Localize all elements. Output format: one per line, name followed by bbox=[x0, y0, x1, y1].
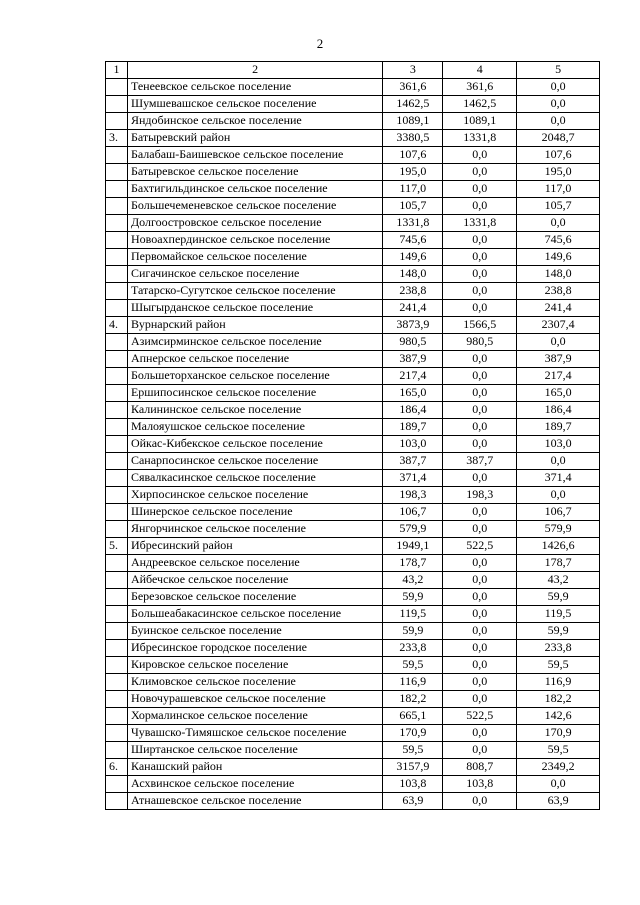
row-value-col4: 103,8 bbox=[443, 776, 517, 793]
row-value-col3: 116,9 bbox=[383, 674, 443, 691]
row-value-col3: 3157,9 bbox=[383, 759, 443, 776]
table-row bbox=[106, 419, 600, 436]
row-value-col5: 116,9 bbox=[517, 674, 600, 691]
table-row bbox=[106, 402, 600, 419]
row-index-cell bbox=[106, 419, 128, 436]
row-value-col5: 2048,7 bbox=[517, 130, 600, 147]
row-name-cell: Буинское сельское поселение bbox=[127, 623, 382, 640]
row-value-col3: 195,0 bbox=[383, 164, 443, 181]
row-value-col4: 0,0 bbox=[443, 691, 517, 708]
row-value-col3: 980,5 bbox=[383, 334, 443, 351]
row-index-cell bbox=[106, 215, 128, 232]
row-value-col5: 241,4 bbox=[517, 300, 600, 317]
row-index-cell bbox=[106, 351, 128, 368]
row-value-col3: 238,8 bbox=[383, 283, 443, 300]
row-value-col5: 142,6 bbox=[517, 708, 600, 725]
row-value-col5: 2349,2 bbox=[517, 759, 600, 776]
row-value-col4: 1089,1 bbox=[443, 113, 517, 130]
row-value-col3: 59,9 bbox=[383, 589, 443, 606]
row-index-cell bbox=[106, 640, 128, 657]
header-cell: 3 bbox=[383, 62, 443, 79]
row-value-col5: 59,5 bbox=[517, 657, 600, 674]
row-index-cell bbox=[106, 249, 128, 266]
table-row bbox=[106, 538, 600, 555]
row-name-cell: Большеторханское сельское поселение bbox=[127, 368, 382, 385]
row-name-cell: Канашский район bbox=[127, 759, 382, 776]
row-index-cell bbox=[106, 623, 128, 640]
row-value-col4: 198,3 bbox=[443, 487, 517, 504]
row-value-col5: 170,9 bbox=[517, 725, 600, 742]
row-index-cell bbox=[106, 147, 128, 164]
row-value-col5: 195,0 bbox=[517, 164, 600, 181]
row-value-col3: 165,0 bbox=[383, 385, 443, 402]
row-index-cell bbox=[106, 470, 128, 487]
table-row bbox=[106, 300, 600, 317]
row-value-col4: 0,0 bbox=[443, 470, 517, 487]
table-row bbox=[106, 283, 600, 300]
row-value-col3: 1331,8 bbox=[383, 215, 443, 232]
row-index-cell bbox=[106, 368, 128, 385]
row-value-col3: 59,9 bbox=[383, 623, 443, 640]
row-value-col5: 1426,6 bbox=[517, 538, 600, 555]
row-value-col5: 107,6 bbox=[517, 147, 600, 164]
row-value-col4: 0,0 bbox=[443, 793, 517, 810]
row-name-cell: Хормалинское сельское поселение bbox=[127, 708, 382, 725]
row-value-col5: 165,0 bbox=[517, 385, 600, 402]
row-index-cell: 4. bbox=[106, 317, 128, 334]
row-value-col4: 0,0 bbox=[443, 300, 517, 317]
row-value-col4: 0,0 bbox=[443, 589, 517, 606]
row-value-col4: 361,6 bbox=[443, 79, 517, 96]
table-row bbox=[106, 198, 600, 215]
row-value-col5: 233,8 bbox=[517, 640, 600, 657]
row-name-cell: Новочурашевское сельское поселение bbox=[127, 691, 382, 708]
row-index-cell bbox=[106, 96, 128, 113]
table-row bbox=[106, 215, 600, 232]
row-value-col3: 198,3 bbox=[383, 487, 443, 504]
row-value-col4: 0,0 bbox=[443, 232, 517, 249]
row-value-col4: 0,0 bbox=[443, 640, 517, 657]
table-row bbox=[106, 249, 600, 266]
row-value-col3: 105,7 bbox=[383, 198, 443, 215]
row-value-col5: 371,4 bbox=[517, 470, 600, 487]
row-value-col3: 117,0 bbox=[383, 181, 443, 198]
row-index-cell bbox=[106, 402, 128, 419]
table-row bbox=[106, 776, 600, 793]
row-name-cell: Малояушское сельское поселение bbox=[127, 419, 382, 436]
row-value-col3: 106,7 bbox=[383, 504, 443, 521]
row-index-cell bbox=[106, 691, 128, 708]
row-value-col3: 1462,5 bbox=[383, 96, 443, 113]
row-value-col5: 43,2 bbox=[517, 572, 600, 589]
row-value-col5: 0,0 bbox=[517, 776, 600, 793]
row-value-col3: 371,4 bbox=[383, 470, 443, 487]
row-name-cell: Балабаш-Баишевское сельское поселение bbox=[127, 147, 382, 164]
row-index-cell bbox=[106, 164, 128, 181]
row-value-col3: 745,6 bbox=[383, 232, 443, 249]
row-index-cell bbox=[106, 572, 128, 589]
row-value-col5: 182,2 bbox=[517, 691, 600, 708]
row-name-cell: Шинерское сельское поселение bbox=[127, 504, 382, 521]
row-value-col3: 59,5 bbox=[383, 657, 443, 674]
row-name-cell: Ойкас-Кибекское сельское поселение bbox=[127, 436, 382, 453]
row-index-cell bbox=[106, 742, 128, 759]
row-index-cell: 5. bbox=[106, 538, 128, 555]
row-value-col4: 0,0 bbox=[443, 164, 517, 181]
row-value-col3: 665,1 bbox=[383, 708, 443, 725]
table-row bbox=[106, 725, 600, 742]
row-name-cell: Березовское сельское поселение bbox=[127, 589, 382, 606]
row-index-cell bbox=[106, 725, 128, 742]
row-name-cell: Атнашевское сельское поселение bbox=[127, 793, 382, 810]
row-value-col4: 0,0 bbox=[443, 521, 517, 538]
row-value-col4: 808,7 bbox=[443, 759, 517, 776]
row-value-col5: 59,9 bbox=[517, 589, 600, 606]
row-index-cell bbox=[106, 504, 128, 521]
row-value-col5: 178,7 bbox=[517, 555, 600, 572]
table-row bbox=[106, 130, 600, 147]
row-value-col4: 0,0 bbox=[443, 436, 517, 453]
row-value-col3: 170,9 bbox=[383, 725, 443, 742]
row-value-col3: 63,9 bbox=[383, 793, 443, 810]
row-index-cell bbox=[106, 79, 128, 96]
table-row bbox=[106, 368, 600, 385]
row-name-cell: Кировское сельское поселение bbox=[127, 657, 382, 674]
row-name-cell: Первомайское сельское поселение bbox=[127, 249, 382, 266]
table-row bbox=[106, 232, 600, 249]
row-index-cell bbox=[106, 385, 128, 402]
row-name-cell: Апнерское сельское поселение bbox=[127, 351, 382, 368]
budget-table bbox=[105, 61, 600, 810]
row-value-col4: 0,0 bbox=[443, 283, 517, 300]
row-value-col5: 63,9 bbox=[517, 793, 600, 810]
row-index-cell bbox=[106, 657, 128, 674]
row-index-cell bbox=[106, 266, 128, 283]
table-header-row bbox=[106, 62, 600, 79]
row-value-col3: 3380,5 bbox=[383, 130, 443, 147]
table-row bbox=[106, 674, 600, 691]
row-value-col5: 2307,4 bbox=[517, 317, 600, 334]
row-value-col5: 117,0 bbox=[517, 181, 600, 198]
row-value-col5: 238,8 bbox=[517, 283, 600, 300]
row-value-col5: 186,4 bbox=[517, 402, 600, 419]
row-value-col4: 0,0 bbox=[443, 249, 517, 266]
table-row bbox=[106, 436, 600, 453]
table-row bbox=[106, 351, 600, 368]
row-index-cell bbox=[106, 521, 128, 538]
row-value-col5: 148,0 bbox=[517, 266, 600, 283]
row-index-cell: 6. bbox=[106, 759, 128, 776]
row-value-col5: 0,0 bbox=[517, 334, 600, 351]
row-value-col5: 0,0 bbox=[517, 487, 600, 504]
row-value-col4: 980,5 bbox=[443, 334, 517, 351]
row-value-col3: 182,2 bbox=[383, 691, 443, 708]
header-cell: 2 bbox=[127, 62, 382, 79]
row-name-cell: Чувашско-Тимяшское сельское поселение bbox=[127, 725, 382, 742]
row-value-col5: 106,7 bbox=[517, 504, 600, 521]
table-row bbox=[106, 555, 600, 572]
row-index-cell bbox=[106, 674, 128, 691]
row-name-cell: Ширтанское сельское поселение bbox=[127, 742, 382, 759]
table-row bbox=[106, 113, 600, 130]
row-name-cell: Андреевское сельское поселение bbox=[127, 555, 382, 572]
row-name-cell: Сигачинское сельское поселение bbox=[127, 266, 382, 283]
row-index-cell bbox=[106, 334, 128, 351]
row-value-col4: 0,0 bbox=[443, 572, 517, 589]
row-value-col4: 1331,8 bbox=[443, 215, 517, 232]
table-row bbox=[106, 453, 600, 470]
table-row bbox=[106, 657, 600, 674]
row-value-col3: 387,7 bbox=[383, 453, 443, 470]
row-value-col5: 0,0 bbox=[517, 215, 600, 232]
table-row bbox=[106, 317, 600, 334]
row-value-col3: 241,4 bbox=[383, 300, 443, 317]
table-row bbox=[106, 147, 600, 164]
row-value-col4: 522,5 bbox=[443, 708, 517, 725]
row-value-col4: 1462,5 bbox=[443, 96, 517, 113]
row-value-col5: 0,0 bbox=[517, 79, 600, 96]
row-name-cell: Вурнарский район bbox=[127, 317, 382, 334]
table-row bbox=[106, 623, 600, 640]
row-index-cell bbox=[106, 436, 128, 453]
row-value-col5: 149,6 bbox=[517, 249, 600, 266]
row-value-col5: 103,0 bbox=[517, 436, 600, 453]
row-value-col5: 745,6 bbox=[517, 232, 600, 249]
row-value-col4: 0,0 bbox=[443, 674, 517, 691]
row-value-col5: 579,9 bbox=[517, 521, 600, 538]
row-index-cell bbox=[106, 181, 128, 198]
table-row bbox=[106, 640, 600, 657]
table-row bbox=[106, 589, 600, 606]
table-row bbox=[106, 164, 600, 181]
row-name-cell: Ибресинское городское поселение bbox=[127, 640, 382, 657]
row-value-col3: 217,4 bbox=[383, 368, 443, 385]
row-value-col4: 0,0 bbox=[443, 606, 517, 623]
row-value-col3: 361,6 bbox=[383, 79, 443, 96]
table-row bbox=[106, 606, 600, 623]
row-name-cell: Азимсирминское сельское поселение bbox=[127, 334, 382, 351]
row-value-col5: 59,5 bbox=[517, 742, 600, 759]
row-name-cell: Большеабакасинское сельское поселение bbox=[127, 606, 382, 623]
table-row bbox=[106, 691, 600, 708]
table-row bbox=[106, 793, 600, 810]
row-value-col5: 189,7 bbox=[517, 419, 600, 436]
row-value-col5: 0,0 bbox=[517, 113, 600, 130]
row-value-col5: 119,5 bbox=[517, 606, 600, 623]
header-cell: 5 bbox=[517, 62, 600, 79]
row-name-cell: Калининское сельское поселение bbox=[127, 402, 382, 419]
row-index-cell bbox=[106, 708, 128, 725]
header-cell: 1 bbox=[106, 62, 128, 79]
row-value-col4: 0,0 bbox=[443, 266, 517, 283]
row-value-col3: 178,7 bbox=[383, 555, 443, 572]
row-name-cell: Асхвинское сельское поселение bbox=[127, 776, 382, 793]
row-name-cell: Татарско-Сугутское сельское поселение bbox=[127, 283, 382, 300]
row-name-cell: Хирпосинское сельское поселение bbox=[127, 487, 382, 504]
row-index-cell bbox=[106, 555, 128, 572]
table-row bbox=[106, 521, 600, 538]
row-name-cell: Яндобинское сельское поселение bbox=[127, 113, 382, 130]
row-value-col4: 0,0 bbox=[443, 419, 517, 436]
row-name-cell: Сявалкасинское сельское поселение bbox=[127, 470, 382, 487]
row-index-cell bbox=[106, 776, 128, 793]
table-row bbox=[106, 385, 600, 402]
row-value-col3: 59,5 bbox=[383, 742, 443, 759]
row-name-cell: Янгорчинское сельское поселение bbox=[127, 521, 382, 538]
table-row bbox=[106, 79, 600, 96]
row-value-col3: 149,6 bbox=[383, 249, 443, 266]
row-value-col3: 189,7 bbox=[383, 419, 443, 436]
row-index-cell bbox=[106, 198, 128, 215]
row-index-cell bbox=[106, 606, 128, 623]
row-name-cell: Шыгырданское сельское поселение bbox=[127, 300, 382, 317]
row-value-col3: 1089,1 bbox=[383, 113, 443, 130]
row-name-cell: Айбечское сельское поселение bbox=[127, 572, 382, 589]
row-index-cell bbox=[106, 487, 128, 504]
row-value-col4: 522,5 bbox=[443, 538, 517, 555]
row-index-cell bbox=[106, 589, 128, 606]
row-value-col4: 0,0 bbox=[443, 368, 517, 385]
row-value-col3: 103,8 bbox=[383, 776, 443, 793]
table-row bbox=[106, 266, 600, 283]
row-name-cell: Бахтигильдинское сельское поселение bbox=[127, 181, 382, 198]
row-value-col4: 0,0 bbox=[443, 623, 517, 640]
row-value-col4: 0,0 bbox=[443, 181, 517, 198]
row-name-cell: Новоахпердинское сельское поселение bbox=[127, 232, 382, 249]
row-value-col5: 0,0 bbox=[517, 96, 600, 113]
table-row bbox=[106, 470, 600, 487]
header-cell: 4 bbox=[443, 62, 517, 79]
row-value-col4: 0,0 bbox=[443, 385, 517, 402]
row-name-cell: Шумшевашское сельское поселение bbox=[127, 96, 382, 113]
row-value-col5: 105,7 bbox=[517, 198, 600, 215]
row-value-col4: 0,0 bbox=[443, 402, 517, 419]
table-row bbox=[106, 334, 600, 351]
row-value-col3: 233,8 bbox=[383, 640, 443, 657]
row-value-col3: 3873,9 bbox=[383, 317, 443, 334]
table-body bbox=[106, 62, 600, 810]
row-value-col3: 119,5 bbox=[383, 606, 443, 623]
row-value-col3: 579,9 bbox=[383, 521, 443, 538]
row-name-cell: Климовское сельское поселение bbox=[127, 674, 382, 691]
row-index-cell bbox=[106, 300, 128, 317]
row-value-col5: 59,9 bbox=[517, 623, 600, 640]
table-row bbox=[106, 708, 600, 725]
row-name-cell: Большечеменевское сельское поселение bbox=[127, 198, 382, 215]
row-value-col4: 0,0 bbox=[443, 725, 517, 742]
row-value-col3: 148,0 bbox=[383, 266, 443, 283]
row-value-col3: 107,6 bbox=[383, 147, 443, 164]
table-row bbox=[106, 742, 600, 759]
row-value-col4: 0,0 bbox=[443, 198, 517, 215]
table-row bbox=[106, 96, 600, 113]
row-value-col4: 387,7 bbox=[443, 453, 517, 470]
row-index-cell bbox=[106, 453, 128, 470]
row-value-col5: 387,9 bbox=[517, 351, 600, 368]
table-row bbox=[106, 181, 600, 198]
row-value-col4: 1566,5 bbox=[443, 317, 517, 334]
row-value-col3: 103,0 bbox=[383, 436, 443, 453]
row-value-col3: 387,9 bbox=[383, 351, 443, 368]
row-value-col4: 0,0 bbox=[443, 657, 517, 674]
row-name-cell: Батыревское сельское поселение bbox=[127, 164, 382, 181]
row-name-cell: Ибресинский район bbox=[127, 538, 382, 555]
row-value-col3: 1949,1 bbox=[383, 538, 443, 555]
row-value-col4: 0,0 bbox=[443, 504, 517, 521]
row-index-cell bbox=[106, 793, 128, 810]
row-name-cell: Санарпосинское сельское поселение bbox=[127, 453, 382, 470]
table-row bbox=[106, 572, 600, 589]
row-value-col3: 43,2 bbox=[383, 572, 443, 589]
row-index-cell bbox=[106, 283, 128, 300]
row-name-cell: Батыревский район bbox=[127, 130, 382, 147]
row-name-cell: Тенеевское сельское поселение bbox=[127, 79, 382, 96]
page-number: 2 bbox=[316, 36, 324, 51]
row-value-col4: 0,0 bbox=[443, 147, 517, 164]
table-row bbox=[106, 504, 600, 521]
row-value-col4: 0,0 bbox=[443, 742, 517, 759]
row-index-cell: 3. bbox=[106, 130, 128, 147]
row-name-cell: Ершипосинское сельское поселение bbox=[127, 385, 382, 402]
table-row bbox=[106, 487, 600, 504]
row-index-cell bbox=[106, 113, 128, 130]
row-value-col4: 0,0 bbox=[443, 555, 517, 572]
row-index-cell bbox=[106, 232, 128, 249]
row-name-cell: Долгоостровское сельское поселение bbox=[127, 215, 382, 232]
row-value-col5: 217,4 bbox=[517, 368, 600, 385]
row-value-col5: 0,0 bbox=[517, 453, 600, 470]
table-row bbox=[106, 759, 600, 776]
row-value-col4: 1331,8 bbox=[443, 130, 517, 147]
row-value-col4: 0,0 bbox=[443, 351, 517, 368]
row-value-col3: 186,4 bbox=[383, 402, 443, 419]
